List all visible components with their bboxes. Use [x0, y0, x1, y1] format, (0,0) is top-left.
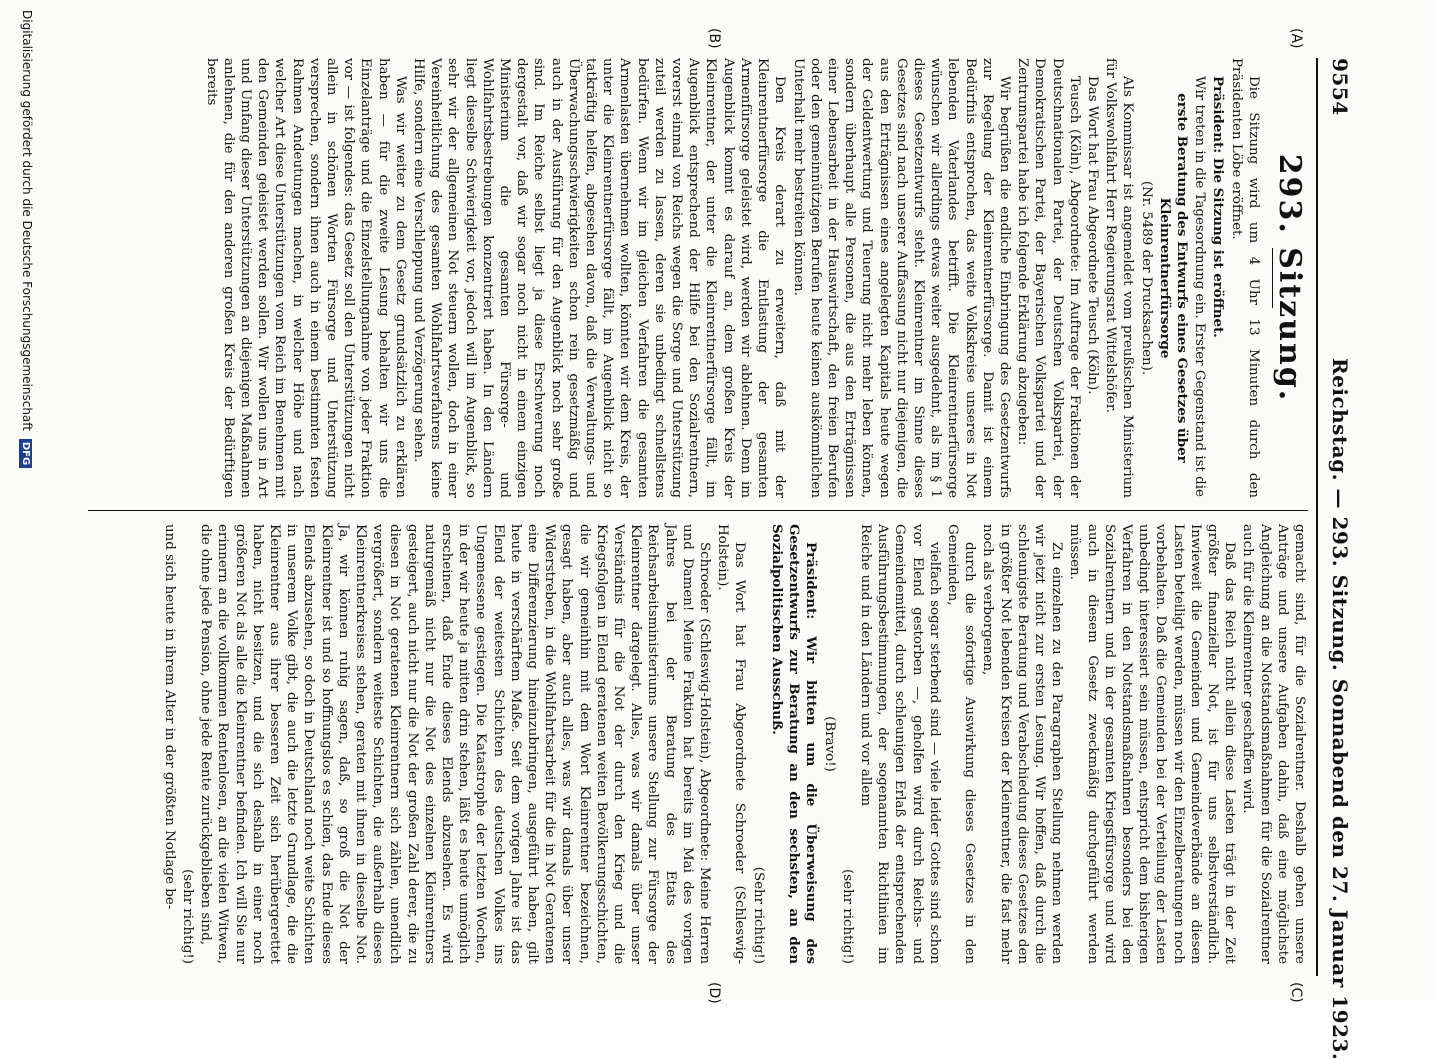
- dfg-logo: DFG: [19, 439, 32, 468]
- floor-given: Das Wort hat Frau Abgeordnete Teusch (Köln).: [1084, 76, 1100, 395]
- floor-given-schroeder: Das Wort hat Frau Abgeordnete Schroeder (Schleswig-Holstein).: [715, 524, 748, 964]
- agenda-item-title: erste Beratung des Entwurfs eines Gesetzes über Kleinrentnerfürsorge: [1156, 93, 1190, 463]
- right-column: [160, 524, 1308, 964]
- opening-paragraph: Die Sitzung wird um 4 Uhr 13 Minuten durch den Präsidenten Löbe eröffnet.: [1228, 58, 1261, 498]
- agenda-intro: Wir treten in die Tagesordnung ein. Erster Gegenstand ist die: [1192, 76, 1208, 497]
- applause: (Bravo!): [821, 716, 837, 772]
- continuation-paragraph: gemacht sind, für die Sozialrentner. Deshalb gehen unsere Anträge und unsere Aufgaben dahin, daß eine möglichste Angleichung an die Notstandsmaßnahmen für die Sozialrentner auch für die Kleinrentner geschaffen wird.: [1240, 524, 1307, 964]
- schroeder-speech: Schroeder (Schleswig-Holstein), Abgeordnete: Meine Herren und Damen! Meine Fraktion hat bereits im Mai des vorigen Jahres bei der Beratung des Etats des Reichsarbeitsministeriums unsere Stellung zur Fürsorge der Kleinrentner dargelegt. Alles, was wir damals über unser Verständnis für die Not der durch den Krieg und die Kriegsfolgen in Elend geratenen weiten Bevölkerungsschichten, die wir gemeinhin mit dem Wort Kleinrentner bezeichnen, gesagt haben, aber auch alles, was wir damals über unser Widerstreben, in die Wohlfahrtsarbeit für die in Not Geratenen eine Differenzierung hineinzubringen, ausgeführt haben, gilt heute in verschärftem Maße. Seit dem vorigen Jahre ist das Elend der weitesten Schichten des deutschen Volkes ins Ungemessene gestiegen. Die Katastrophe der letzten Wochen, in der wir heute ja mitten drin stehen, läßt es heute unmöglich erscheinen, daß Ende dieses Elends abzusehen. Es wird naturgemäß nicht nur die Not des einzelnen Kleinrentners gesteigert, auch nicht nur die Not der großen Zahl derer, die zu diesen in Not geratenen Kleinrentnern sich zählen, unendlich vergrößert, sondern weiteste Schichten, die außerhalb dieses Kleinrentnerkreises stehen, geraten mit ihnen in dieselbe Not. Ja, wir können ruhig sagen, daß, so groß die Not der Kleinrentner ist und so hoffnungslos es schien, das Ende dieses Elends abzusehen, so doch in Deutschland noch weite Schichten in unserem Volke gibt, die auch die letzte Grundlage, die die Kleinrentner aus ihrer besseren Zeit sich herübergerettet haben, nicht besitzen, und die sich deshalb in einer noch größeren Not als alle die Kleinrentner befinden. Ich will Sie nur erinnern an die vollkommen Rentenlosen, an die vielen Witwen, die ohne jede Pension, ohne jede Rente zurückgeblieben sind,: [198, 524, 713, 964]
- dying-paragraph: vielfach sogar sterbend sind — viele leider Gottes sind schon vor Elend gestorben —, geholfen wird durch Reichs- und Gemeindemittel, durch schleunigen Erlaß der entsprechenden Ausführungsbestimmungen, der sogenannten Richtlinien im Reiche und in den Ländern und vor allem: [857, 524, 942, 964]
- effect-paragraph: durch die sofortige Auswirkung dieses Gesetzes in den Gemeinden,: [944, 524, 978, 964]
- interjection-3: (sehr richtig!): [180, 869, 195, 964]
- margin-marker-c: (C): [1288, 982, 1304, 1003]
- margin-marker-d: (D): [706, 982, 722, 1004]
- interjection-1: (sehr richtig!): [839, 869, 855, 964]
- commissioner-note: Als Kommissar ist angemeldet vom preußischen Ministerium für Volkswohlfahrt Herr Regierungsrat Wittelshöfer.: [1103, 58, 1136, 498]
- margin-marker-a: (A): [1288, 28, 1304, 49]
- column-rule: [88, 510, 1308, 511]
- margin-marker-b: (B): [706, 28, 722, 49]
- running-title: Reichstag. — 293. Sitzung. Sonnabend den 27. Januar 1923.: [1328, 358, 1352, 1060]
- closing-line: und sich heute in ihrem Alter in der größten Notlage be-: [161, 524, 177, 910]
- hope-paragraph: Zu einzelnen zu den Paragraphen Stellung nehmen werden wir jetzt nicht zur ersten Lesung. Wir hoffen, daß durch die schleunigste Beratung und Verabschiedung dieses Gesetzes den in größter Not lebenden Kreisen der Kleinrentner, die fast mehr noch als verborgenen,: [980, 524, 1065, 964]
- teusch-paragraph-2: Den Kreis derart zu erweitern, daß mit der Kleinrentnerfürsorge die Entlastung der gesamten Armenfürsorge geleistet wird, werden wir ablehnen. Denn im Augenblick kommt es darauf an, dem großen Kreis der Kleinrentner, der unter die Kleinrentnerfürsorge fällt, im Augenblick entsprechend der Hilfe bei den Sozialrentnern, vorerst einmal von Reichs wegen die Sorge und Unterstützung zuteil werden zu lassen, deren sie unbedingt schnellstens bedürfen. Wenn wir im gleichen Verfahren die gesamten Armenlasten übernehmen wollten, könnten wir dem Kreis, der unter die Kleinrentnerfürsorge fällt, im Augenblick nicht so tatkräftig helfen, abgesehen davon, daß die Verwaltungs- und Überwachungsschwierigkeiten schon rein gesetzmäßig und auch in der Ausführung für den Augenblick noch sehr große sind. Im Reiche selbst liegt ja diese Erschwerung noch dergestalt vor, daß wir sogar noch nicht in einem einzigen Ministerium die gesamten Fürsorge- und Wohlfahrtsbestrebungen konzentriert haben. In den Ländern liegt dieselbe Schwierigkeit vor, jedoch will im Augenblick, so sehr wir der allgemeinen Not steuern wollen, doch in einer Vereinheitlichung des gesamten Wohlfahrtsverfahrens keine Hilfe, sondern eine Verschleppung und Verzögerung sehen.: [411, 58, 788, 498]
- interjection-2: (Sehr richtig!): [750, 866, 766, 964]
- page-body: [42, 28, 1352, 1060]
- header-rule: [1316, 58, 1318, 976]
- digitization-credit: [19, 10, 34, 1000]
- teusch-paragraph-3: Was wir weiter zu dem Gesetz grundsätzlich zu erklären haben — für die zweite Lesung behalten wir uns die Einzelanträge und die Einzelstellungnahme von jeder Fraktion vor — ist folgendes: das Gesetz soll den Unterstützungen nicht allein in schönen Worten Fürsorge und Unterstützung versprechen, sondern ihnen auch in einem bestimmten festen Rahmen Andeutungen machen, in welcher Höhe und nach welcher Art diese Unterstützungen vom Reich im Benehmen mit den Gemeinden geleistet werden sollen. Wir wollen uns in Art und Umfang dieser Unterstützungen an diejenigen Maßnahmen anlehnen, die für den anderen großen Kreis der Bedürftigen bereits: [203, 58, 408, 498]
- credit-text: Digitalisierung gefördert durch die Deutsche Forschungsgemeinschaft: [20, 10, 34, 432]
- sitting-title: 293. Sitzung.: [1272, 153, 1307, 403]
- burden-paragraph: Daß das Reich nicht allein diese Lasten trägt in der Zeit größter finanzieller Not, ist für uns selbstverständlich. Inwieweit die Gemeinden und Gemeindeverbände an diesen Lasten beteiligt werden, müssen wir den Einzelberatungen noch vorbehalten. Daß die Gemeinden bei der Verteilung der Lasten unbedingt interessiert sein müssen, entspricht dem bisherigen Verfahren in den Notstandsmaßnahmen besonders bei den Sozialrentnern und in der gesamten Kriegsfürsorge und wird auch in diesem Gesetz zweckmäßig durchgeführt werden müssen.: [1067, 524, 1238, 964]
- president-referral: Präsident: Wir bitten um die Überweisung des Gesetzentwurfs zur Beratung an den sechsten, an den Sozialpolitischen Ausschuß.: [768, 524, 820, 964]
- left-column: [201, 58, 1308, 498]
- president-opening: Präsident: Die Sitzung ist eröffnet.: [1210, 76, 1227, 338]
- teusch-intro: Teusch (Köln), Abgeordnete: Im Auftrage der Fraktionen der Deutschnationalen Partei, der Deutschen Volkspartei, der Demokratischen Partei, der Bayerischen Volkspartei und der Zentrumspartei habe ich folgende Erklärung abzugeben:: [1015, 58, 1082, 498]
- page-number: 9554: [1328, 58, 1352, 116]
- running-header: [1322, 58, 1352, 1060]
- agenda-item-ref: (Nr. 5489 der Drucksachen).: [1138, 180, 1154, 376]
- teusch-paragraph-1: Wir begrüßen die endliche Einbringung des Gesetzentwurfs zur Regelung der Kleinrentnerfürsorge. Damit ist einem Bedürfnis entsprochen, das weite Volkskreise unseres in Not lebenden Vaterlandes betrifft. Die Kleinrentnerfürsorge wünschen wir allerdings etwas weiter ausgedehnt, als im § 1 dieses Gesetzentwurfs steht. Kleinrentner im Sinne dieses Gesetzes sind nach unserer Auffassung nicht nur diejenigen, die aus den Erträgnissen eines angelegten Kapitals heute wegen der Geldentwertung und Teuerung nicht mehr leben können, sondern überhaupt alle Personen, die aus den Erträgnissen einer Lebensarbeit in der Hauswirtschaft, den freien Berufen oder den gemeinnützigen Berufen heute keinen auskömmlichen Unterhalt mehr bestreiten können.: [790, 58, 1012, 498]
